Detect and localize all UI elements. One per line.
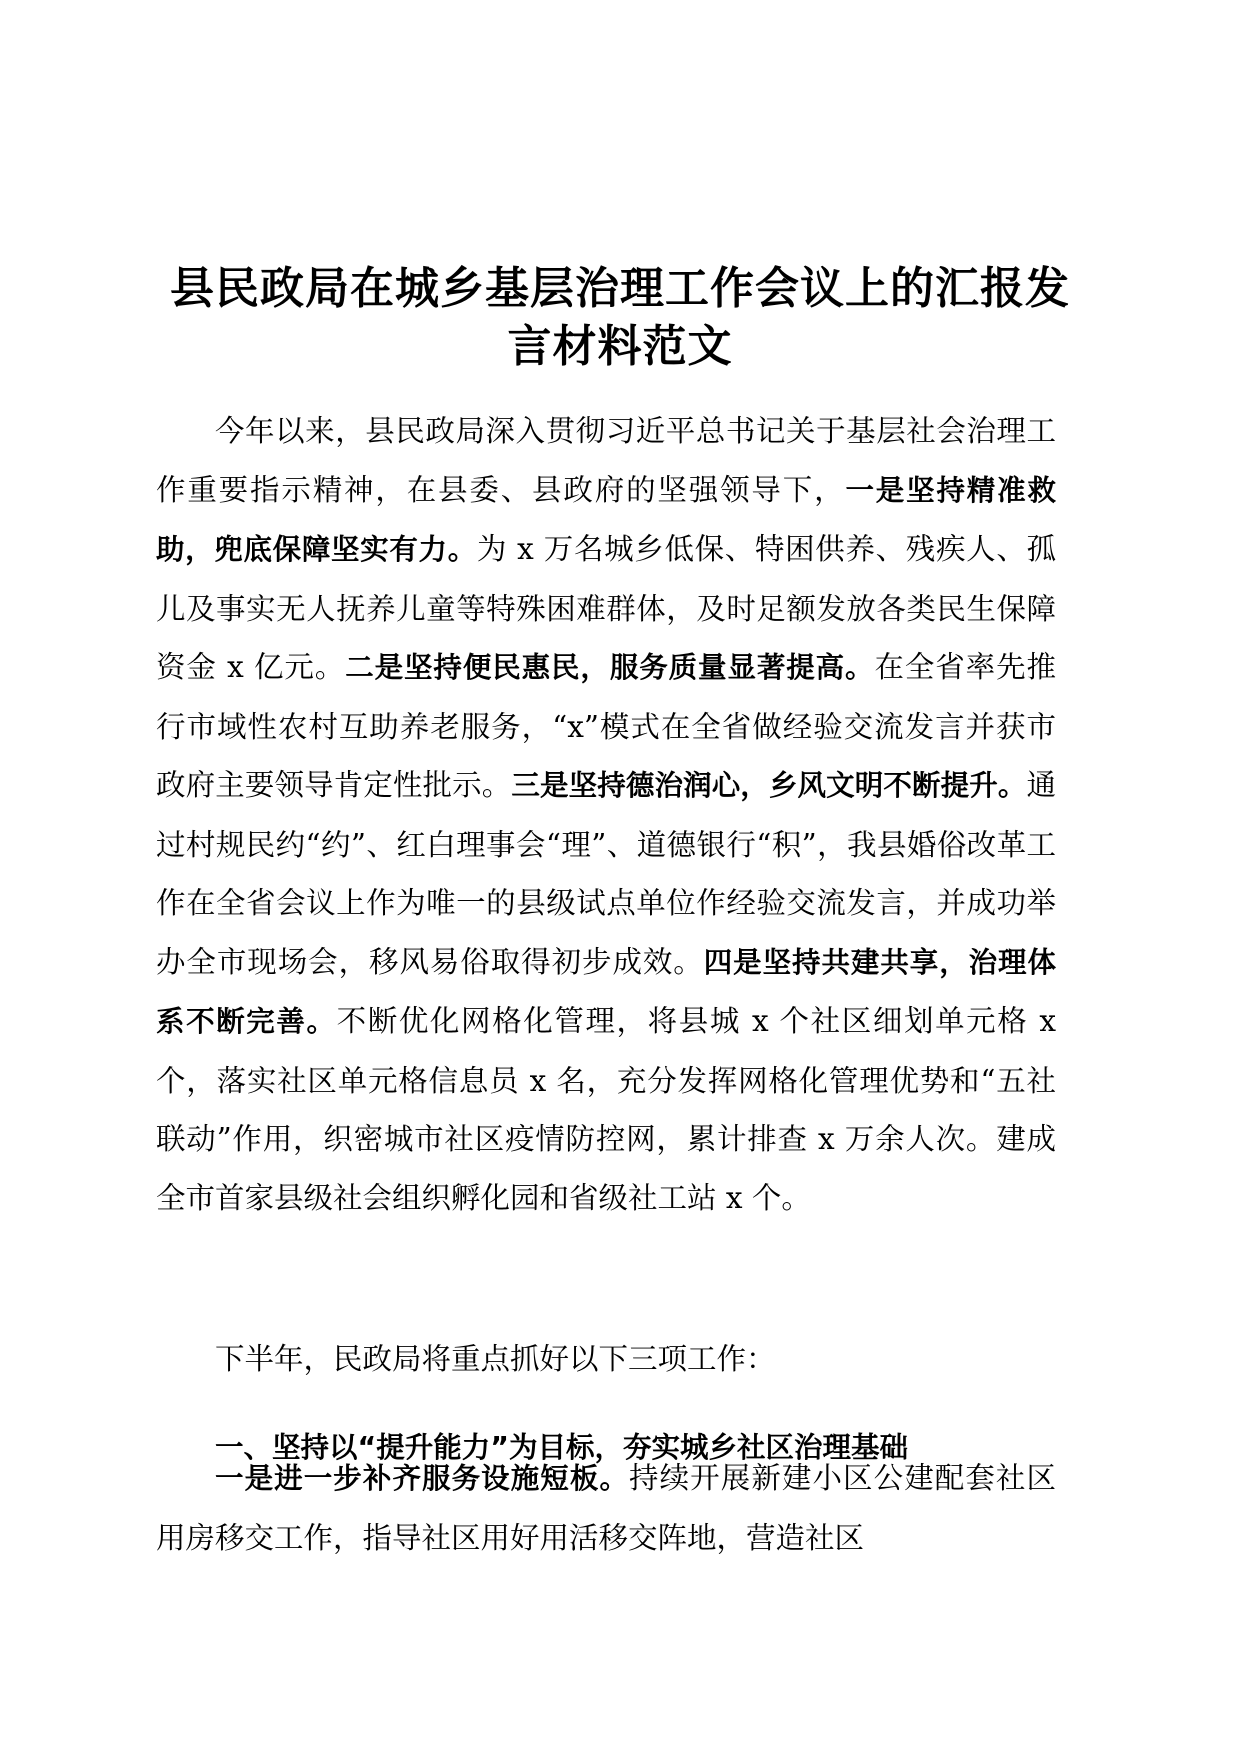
document-title-line-2: 言材料范文 bbox=[507, 321, 733, 372]
intro-text-1: 今年以来，县民政局深入贯彻习近平总书记关于基层社会治理工作重要指示精神，在县委、县政府的坚强领导下， bbox=[156, 414, 1056, 507]
plan-intro-paragraph: 下半年，民政局将重点抓好以下三项工作： bbox=[215, 1342, 776, 1376]
intro-bold-3: 三是坚持德治润心，乡风文明不断提升。 bbox=[511, 769, 1027, 802]
section-1-paragraph bbox=[156, 1449, 1056, 1567]
intro-text-2: 为 x 万名城乡低保、特困供养、残疾人、孤儿及事实无人抚养儿童等特殊困难群体，及时足额发放各类民生保障资金 x 亿元。 bbox=[156, 532, 1056, 684]
section-1-bold-1: 一是进一步补齐服务设施短板。 bbox=[215, 1462, 630, 1495]
section-1-text-1: 持续开展新建小区公建配套社区用房移交工作，指导社区用好用活移交阵地，营造社区 bbox=[156, 1461, 1056, 1555]
intro-bold-1: 一是坚持精准救助，兜底保障坚实有力。 bbox=[156, 473, 1056, 566]
intro-paragraph bbox=[156, 402, 1056, 1227]
intro-bold-2: 二是坚持便民惠民，服务质量显著提高。 bbox=[345, 651, 875, 684]
document-title-line-1: 县民政局在城乡基层治理工作会议上的汇报发 bbox=[170, 263, 1070, 314]
intro-text-4: 通过村规民约“约”、红白理事会“理”、道德银行“积”，我县婚俗改革工作在全省会议上作为唯一的县级试点单位作经验交流发言，并成功举办全市现场会，移风易俗取得初步成效。 bbox=[156, 768, 1056, 979]
section-heading-1: 一、坚持以“提升能力”为目标，夯实城乡社区治理基础 bbox=[215, 1430, 908, 1464]
intro-bold-4: 四是坚持共建共享，治理体系不断完善。 bbox=[156, 945, 1056, 1038]
intro-text-5: 不断优化网格化管理，将县城 x 个社区细划单元格 x 个，落实社区单元格信息员 x 名，充分发挥网格化管理优势和“五社联动”作用，织密城市社区疫情防控网，累计排查 x 万余人次。建成全市首家县级社会组织孵化园和省级社工站 x 个。 bbox=[156, 1004, 1056, 1215]
intro-text-3: 在全省率先推行市域性农村互助养老服务，“x”模式在全省做经验交流发言并获市政府主要领导肯定性批示。 bbox=[156, 650, 1056, 802]
